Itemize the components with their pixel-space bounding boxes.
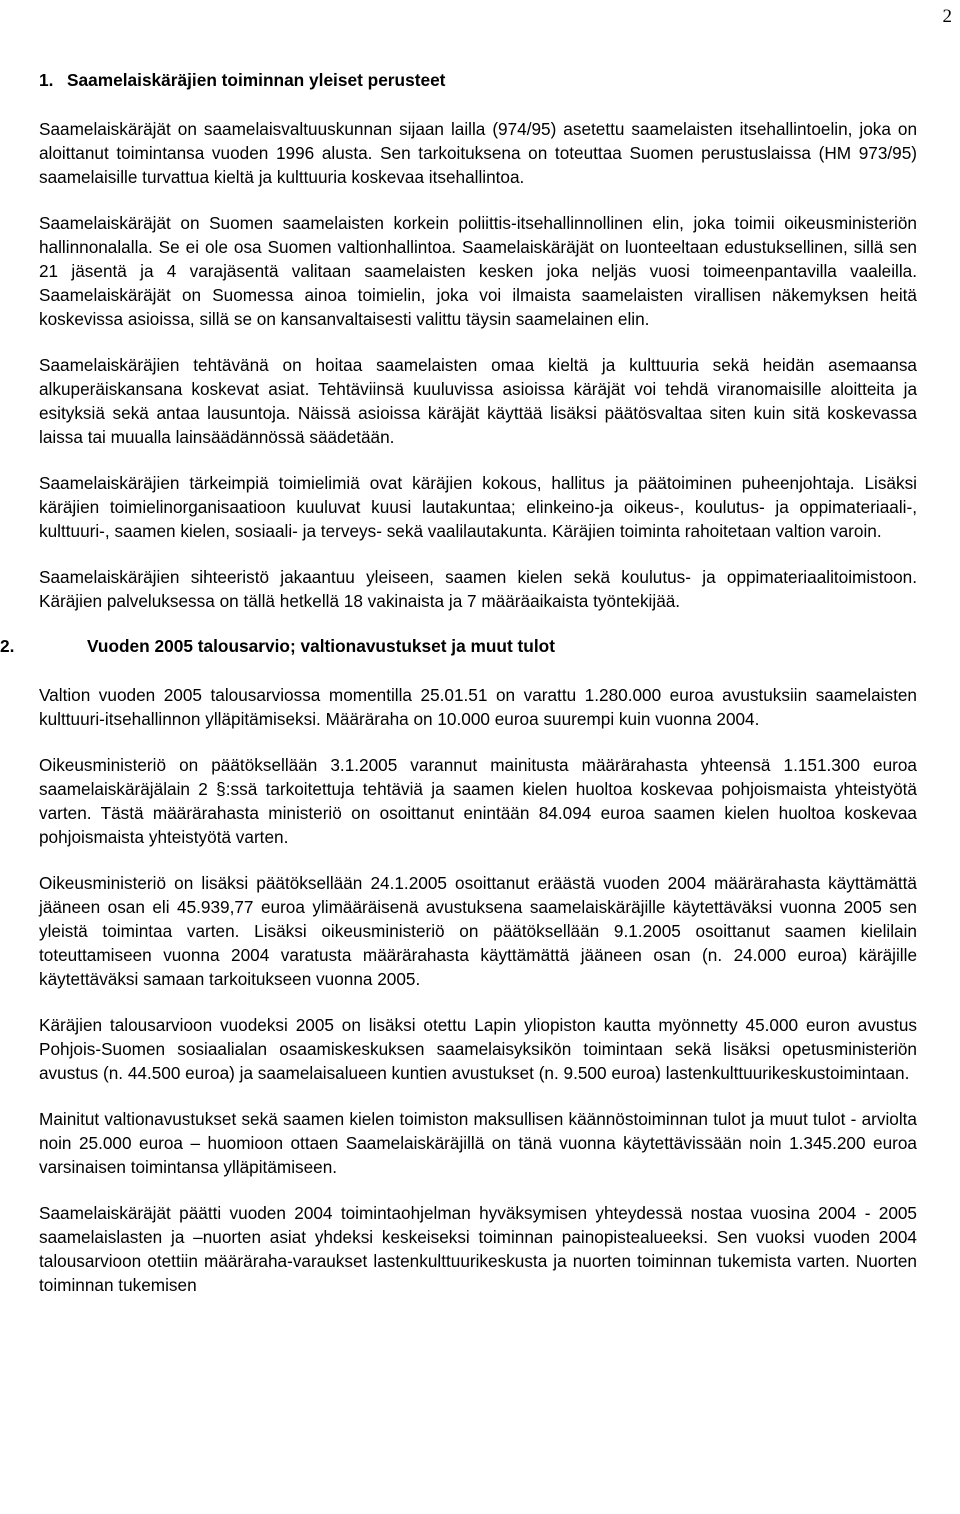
section-heading-2 xyxy=(0,634,917,658)
section-number: 2. xyxy=(0,636,15,656)
section-number: 1. xyxy=(39,70,54,90)
section-title: Vuoden 2005 talousarvio; valtionavustukset ja muut tulot xyxy=(87,636,555,656)
paragraph: Käräjien talousarvioon vuodeksi 2005 on lisäksi otettu Lapin yliopiston kautta myönnetty 45.000 euron avustus Pohjois-Suomen sosiaalialan osaamiskeskuksen saamelaisyksikön toimintaan sekä lisäksi opetusministeriön avustus (n. 44.500 euroa) ja saamelaisalueen kuntien avustukset (n. 9.500 euroa) lastenkulttuurikeskustoimintaan. xyxy=(39,1015,917,1083)
document-body xyxy=(0,68,917,1297)
paragraph: Saamelaiskäräjien sihteeristö jakaantuu yleiseen, saamen kielen sekä koulutus- ja oppimateriaalitoimistoon. Käräjien palveluksessa on tällä hetkellä 18 vakinaista ja 7 määräaikaista työntekijää. xyxy=(39,567,917,611)
paragraph: Saamelaiskäräjät on Suomen saamelaisten korkein poliittis-itsehallinnollinen elin, joka toimii oikeusministeriön hallinnonalalla. Se ei ole osa Suomen valtionhallintoa. Saamelaiskäräjät on luonteeltaan edustuksellinen, sillä sen 21 jäsentä ja 4 varajäsentä valitaan saamelaisten kesken joka neljäs vuosi toimeenpantavilla vaaleilla. Saamelaiskäräjät on Suomessa ainoa toimielin, joka voi ilmaista saamelaisten virallisen näkemyksen heitä koskevissa asioissa, sillä se on kansanvaltaisesti valittu täysin saamelainen elin. xyxy=(39,213,917,329)
section-heading-1 xyxy=(39,68,917,92)
paragraph: Mainitut valtionavustukset sekä saamen kielen toimiston maksullisen käännöstoiminnan tulot ja muut tulot - arviolta noin 25.000 euroa – huomioon ottaen Saamelaiskäräjillä on tänä vuonna käytettävissään noin 1.345.200 euroa varsinaisen toimintansa ylläpitämiseen. xyxy=(39,1109,917,1177)
paragraph: Saamelaiskäräjät päätti vuoden 2004 toimintaohjelman hyväksymisen yhteydessä nostaa vuosina 2004 - 2005 saamelaislasten ja –nuorten asiat yhdeksi keskeiseksi toiminnan painopistealueeksi. Sen vuoksi vuoden 2004 talousarvioon otettiin määräraha-varaukset lastenkulttuurikeskusta ja nuorten toiminnan tukemista varten. Nuorten toiminnan tukemisen xyxy=(39,1203,917,1295)
paragraph: Oikeusministeriö on päätöksellään 3.1.2005 varannut mainitusta määrärahasta yhteensä 1.151.300 euroa saamelaiskäräjälain 2 §:ssä tarkoitettuja tehtäviä ja saamen kielen huoltoa koskevaa pohjoismaista yhteistyötä varten. Tästä määrärahasta ministeriö on osoittanut enintään 84.094 euroa saamen kielen huoltoa koskevaa pohjoismaista yhteistyötä varten. xyxy=(39,755,917,847)
page-number: 2 xyxy=(942,6,952,27)
paragraph: Saamelaiskäräjät on saamelaisvaltuuskunnan sijaan lailla (974/95) asetettu saamelaisten itsehallintoelin, joka on aloittanut toimintansa vuoden 1996 alusta. Sen tarkoituksena on toteuttaa Suomen perustuslaissa (HM 973/95) saamelaisille turvattua kieltä ja kulttuuria koskevaa itsehallintoa. xyxy=(39,119,917,187)
paragraph: Saamelaiskäräjien tehtävänä on hoitaa saamelaisten omaa kieltä ja kulttuuria sekä heidän asemaansa alkuperäiskansana koskevat asiat. Tehtäviinsä kuuluvissa asioissa käräjät voi tehdä viranomaisille aloitteita ja esityksiä sekä antaa lausuntoja. Näissä asioissa käräjät käyttää lisäksi päätösvaltaa siten kuin sitä koskevassa laissa tai muualla lainsäädännössä säädetään. xyxy=(39,355,917,447)
section-title: Saamelaiskäräjien toiminnan yleiset perusteet xyxy=(67,70,446,90)
paragraph: Valtion vuoden 2005 talousarviossa momentilla 25.01.51 on varattu 1.280.000 euroa avustuksiin saamelaisten kulttuuri-itsehallinnon ylläpitämiseksi. Määräraha on 10.000 euroa suurempi kuin vuonna 2004. xyxy=(39,685,917,729)
paragraph: Oikeusministeriö on lisäksi päätöksellään 24.1.2005 osoittanut eräästä vuoden 2004 määrärahasta käyttämättä jääneen osan eli 45.939,77 euroa ylimääräisenä avustuksena saamelaiskäräjille käytettäväksi vuonna 2005 sen yleistä toimintaa varten. Lisäksi oikeusministeriö on päätöksellään 9.1.2005 osoittanut saamen kielilain toteuttamiseen vuonna 2004 varatusta määrärahasta käyttämättä jääneen osan (n. 24.000 euroa) käräjille käytettäväksi samaan tarkoitukseen vuonna 2005. xyxy=(39,873,917,989)
paragraph: Saamelaiskäräjien tärkeimpiä toimielimiä ovat käräjien kokous, hallitus ja päätoiminen puheenjohtaja. Lisäksi käräjien toimielinorganisaatioon kuuluvat kuusi lautakuntaa; elinkeino-ja oikeus-, koulutus- ja oppimateriaali-, kulttuuri-, saamen kielen, sosiaali- ja terveys- sekä vaalilautakunta. Käräjien toiminta rahoitetaan valtion varoin. xyxy=(39,473,917,541)
